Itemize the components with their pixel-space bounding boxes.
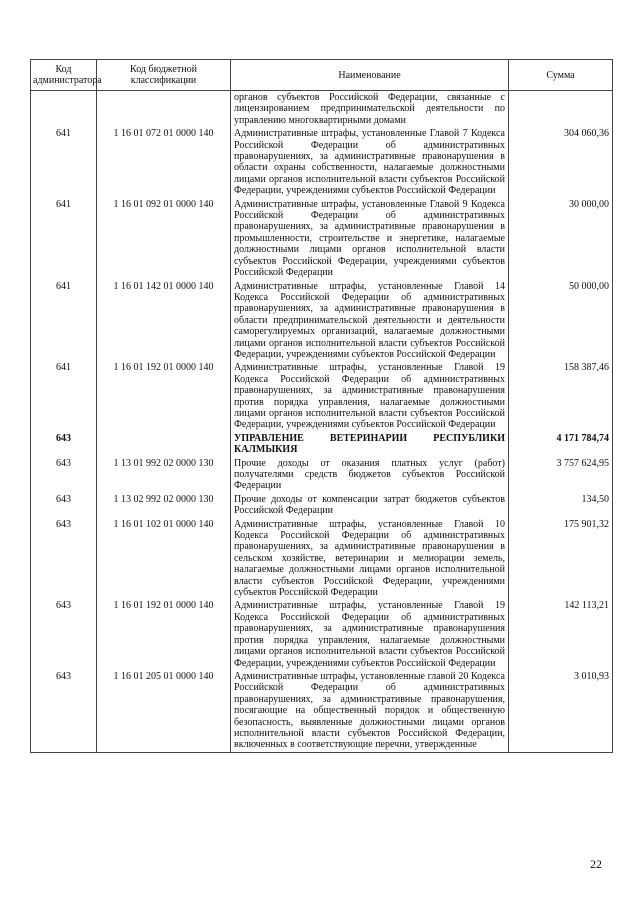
cell-admin: 641 [31,127,97,197]
cell-admin: 643 [31,518,97,600]
header-sum: Сумма [509,60,613,91]
header-budget-code: Код бюджетной классификации [97,60,231,91]
section-row-veterinary-department [31,432,613,457]
cell-admin: 643 [31,493,97,518]
cell-name: Административные штрафы, установленные Главой 14 Кодекса Российской Федерации об административных правонарушениях, за административные правонарушения в области предпринимательской деятельности и деятельности саморегулируемых организаций, налагаемые должностными лицами органов исполнительной власти субъектов Российской Федерации, учреждениями субъектов Российской Федерации [231,280,509,362]
table-row [31,457,613,493]
header-name: Наименование [231,60,509,91]
cell-name: органов субъектов Российской Федерации, связанные с лицензированием предпринимательской деятельности по управлению многоквартирными домами [231,91,509,128]
cell-admin: 643 [31,457,97,493]
cell-name: Административные штрафы, установленные Главой 19 Кодекса Российской Федерации об административных правонарушениях, за административные правонарушения против порядка управления, налагаемые должностными лицами органов исполнительной власти субъектов Российской Федерации, учреждениями субъектов Российской Федерации [231,599,509,669]
cell-admin: 643 [31,432,97,457]
cell-sum: 4 171 784,74 [509,432,613,457]
cell-sum: 50 000,00 [509,280,613,362]
cell-admin [31,91,97,128]
cell-admin: 643 [31,599,97,669]
cell-sum: 158 387,46 [509,361,613,431]
cell-name: Административные штрафы, установленные Главой 10 Кодекса Российской Федерации об административных правонарушениях, за административные правонарушения в сельском хозяйстве, ветеринарии и мелиорации земель, налагаемые должностными лицами органов исполнительной власти субъектов Российской Федерации, учреждениями субъектов Российской Федерации [231,518,509,600]
table-row [31,670,613,752]
cell-name: Административные штрафы, установленные главой 20 Кодекса Российской Федерации об административных правонарушениях, за административные правонарушения, посягающие на общественный порядок и общественную безопасность, выявленные должностными лицами органов исполнительной власти субъектов Российской Федерации, включенных в соответствующие перечни, утвержденные [231,670,509,752]
cell-code: 1 16 01 192 01 0000 140 [97,361,231,431]
cell-sum: 175 901,32 [509,518,613,600]
cell-sum: 3 010,93 [509,670,613,752]
cell-code [97,91,231,128]
cell-sum: 134,50 [509,493,613,518]
cell-name: Прочие доходы от компенсации затрат бюджетов субъектов Российской Федерации [231,493,509,518]
cell-code: 1 16 01 072 01 0000 140 [97,127,231,197]
cell-name: Административные штрафы, установленные Главой 9 Кодекса Российской Федерации об административных правонарушениях, за административные правонарушения в промышленности, строительстве и энергетике, налагаемые должностными лицами органов исполнительной власти субъектов Российской Федерации, учреждениями субъектов Российской Федерации [231,198,509,280]
cell-code: 1 16 01 092 01 0000 140 [97,198,231,280]
table-row [31,198,613,280]
table-row [31,280,613,362]
table-row [31,91,613,128]
budget-revenue-table [30,59,613,753]
cell-code [97,432,231,457]
table-row [31,518,613,600]
cell-admin: 641 [31,361,97,431]
cell-name: Административные штрафы, установленные Главой 19 Кодекса Российской Федерации об административных правонарушениях, за административные правонарушения против порядка управления, налагаемые должностными лицами органов исполнительной власти субъектов Российской Федерации, учреждениями субъектов Российской Федерации [231,361,509,431]
cell-code: 1 13 01 992 02 0000 130 [97,457,231,493]
header-admin-code: Код администратора [31,60,97,91]
cell-admin: 643 [31,670,97,752]
cell-sum: 30 000,00 [509,198,613,280]
table-row [31,361,613,431]
cell-name: Прочие доходы от оказания платных услуг (работ) получателями средств бюджетов субъектов Российской Федерации [231,457,509,493]
cell-sum [509,91,613,128]
cell-admin: 641 [31,198,97,280]
cell-sum: 3 757 624,95 [509,457,613,493]
cell-code: 1 13 02 992 02 0000 130 [97,493,231,518]
cell-code: 1 16 01 142 01 0000 140 [97,280,231,362]
cell-admin: 641 [31,280,97,362]
cell-code: 1 16 01 102 01 0000 140 [97,518,231,600]
cell-code: 1 16 01 205 01 0000 140 [97,670,231,752]
table-row [31,493,613,518]
cell-name: УПРАВЛЕНИЕ ВЕТЕРИНАРИИ РЕСПУБЛИКИ КАЛМЫКИЯ [231,432,509,457]
cell-code: 1 16 01 192 01 0000 140 [97,599,231,669]
cell-name: Административные штрафы, установленные Главой 7 Кодекса Российской Федерации об административных правонарушениях, за административные правонарушения в области охраны собственности, налагаемые должностными лицами органов исполнительной власти субъектов Российской Федерации, учреждениями субъектов Российской Федерации [231,127,509,197]
table-row [31,599,613,669]
table-header-row [31,60,613,91]
page-number: 22 [590,857,602,871]
table-row [31,127,613,197]
cell-sum: 304 060,36 [509,127,613,197]
cell-sum: 142 113,21 [509,599,613,669]
